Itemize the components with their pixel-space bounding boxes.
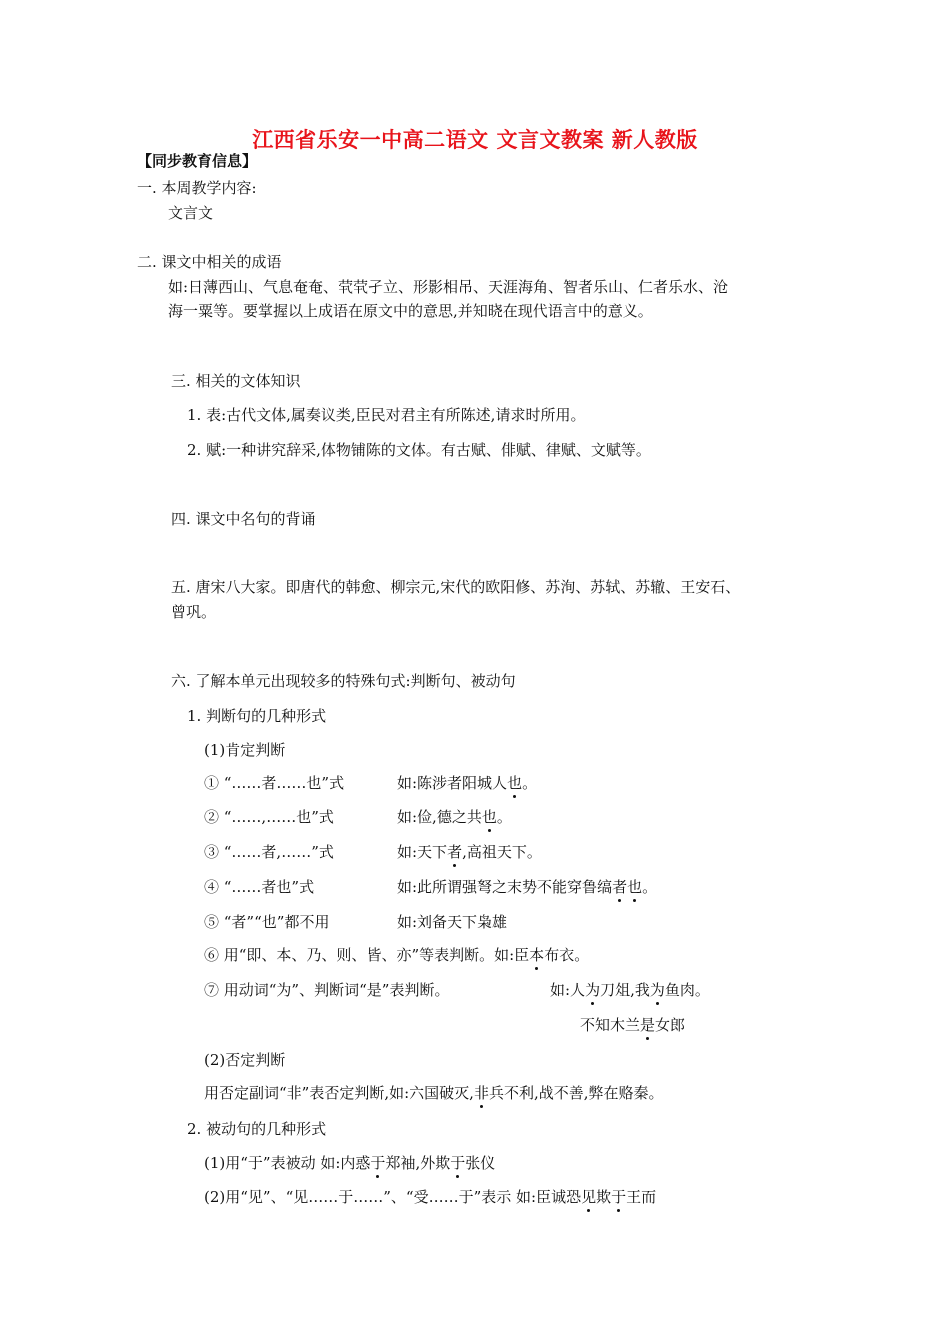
form-example: 如:此所谓强弩之末势不能穿鲁缟者也。	[397, 878, 658, 896]
section-header: 【同步教育信息】	[137, 152, 258, 170]
form-pattern: ② “……,……也”式	[204, 808, 334, 826]
section-3-item: 1. 表:古代文体,属奏议类,臣民对君主有所陈述,请求时所用。	[187, 406, 586, 424]
section-2-heading: 二. 课文中相关的成语	[137, 253, 282, 271]
form-example: 不知木兰是女郎	[580, 1016, 686, 1034]
section-2-line: 如:日薄西山、气息奄奄、茕茕孑立、形影相吊、天涯海角、智者乐山、仁者乐水、沧	[168, 278, 729, 296]
form-example: 如:俭,德之共也。	[397, 808, 512, 826]
judgment-form-row	[204, 807, 512, 827]
section-3-item: 2. 赋:一种讲究辞采,体物铺陈的文体。有古赋、俳赋、律赋、文赋等。	[187, 441, 651, 459]
section-1-heading: 一. 本周教学内容:	[137, 179, 257, 197]
section-4-heading: 四. 课文中名句的背诵	[171, 510, 316, 528]
form-example: 如:人为刀俎,我为鱼肉。	[550, 981, 710, 999]
section-3-heading: 三. 相关的文体知识	[171, 372, 301, 390]
negation-line: 用否定副词“非”表否定判断,如:六国破灭,非兵不利,战不善,弊在赂秦。	[204, 1084, 664, 1102]
judgment-form-row	[204, 912, 508, 932]
subsection-heading: 1. 判断句的几种形式	[187, 707, 327, 725]
passive-form-row: (2)用“见”、“见……于……”、“受……于”表示 如:臣诚恐见欺于王而	[204, 1188, 657, 1206]
judgment-form-row	[204, 773, 538, 793]
subsection-heading: 2. 被动句的几种形式	[187, 1120, 327, 1138]
form-pattern: ① “……者……也”式	[204, 774, 345, 792]
section-2-line: 海一粟等。要掌握以上成语在原文中的意思,并知晓在现代语言中的意义。	[168, 302, 653, 320]
form-pattern: ⑦ 用动词“为”、判断词“是”表判断。	[204, 981, 450, 999]
page-title: 江西省乐安一中高二语文 文言文教案 新人教版	[252, 128, 698, 152]
form-example: 如:陈涉者阳城人也。	[397, 774, 538, 792]
subsection-label: (1)肯定判断	[204, 741, 286, 759]
judgment-form-row: ⑥ 用“即、本、乃、则、皆、亦”等表判断。如:臣本布衣。	[204, 946, 590, 964]
passive-form-row: (1)用“于”表被动 如:内惑于郑袖,外欺于张仪	[204, 1154, 496, 1172]
form-pattern: ③ “……者,……”式	[204, 843, 334, 861]
section-5-line: 曾巩。	[171, 603, 217, 621]
judgment-form-row	[204, 842, 542, 862]
judgment-form-row	[204, 877, 658, 897]
form-pattern: ④ “……者也”式	[204, 878, 315, 896]
form-example: 如:天下者,高祖天下。	[397, 843, 542, 861]
subsection-label: (2)否定判断	[204, 1051, 286, 1069]
form-pattern: ⑤ “者”“也”都不用	[204, 913, 330, 931]
section-6-heading: 六. 了解本单元出现较多的特殊句式:判断句、被动句	[171, 672, 516, 690]
form-example: 如:刘备天下枭雄	[397, 913, 508, 931]
judgment-form-row	[204, 980, 710, 1000]
section-5-line: 五. 唐宋八大家。即唐代的韩愈、柳宗元,宋代的欧阳修、苏洵、苏轼、苏辙、王安石、	[171, 578, 741, 596]
section-1-content: 文言文	[168, 204, 214, 222]
